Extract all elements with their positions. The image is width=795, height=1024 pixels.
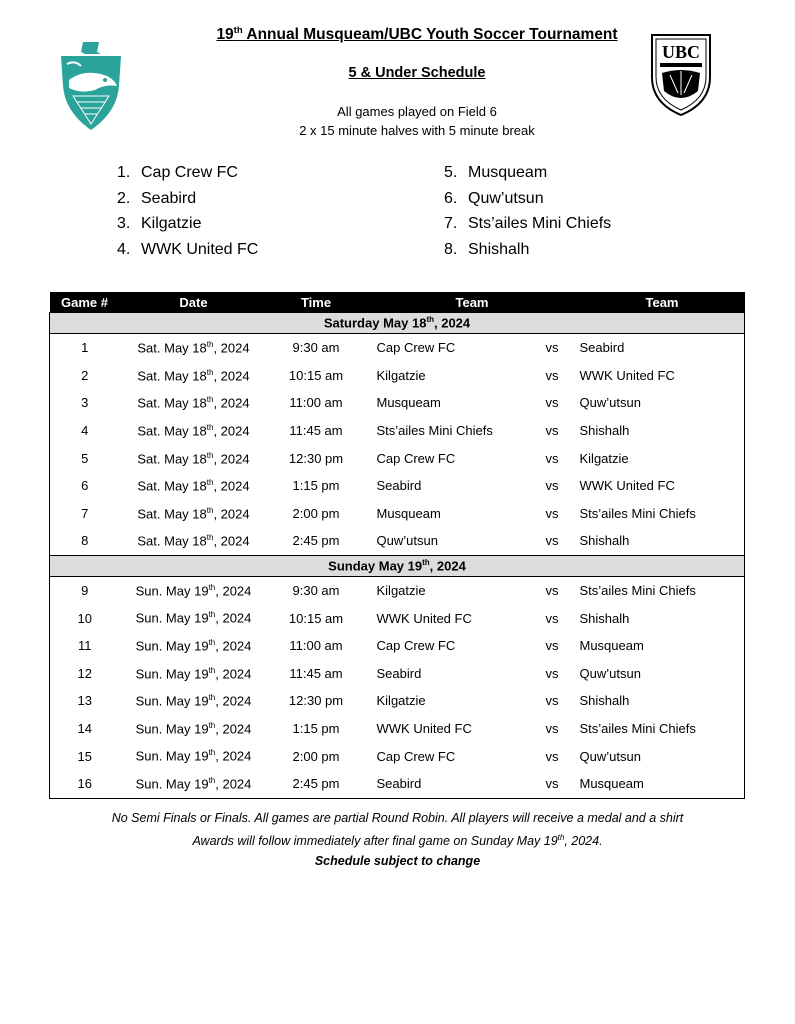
date-text: Sun. May 19 — [135, 748, 209, 764]
game-date — [120, 742, 268, 770]
game-time: 12:30 pm — [288, 693, 344, 709]
table-row — [50, 362, 745, 390]
away-team: Quw’utsun — [580, 742, 745, 770]
date-year: , 2024 — [213, 506, 250, 522]
game-number: 3 — [50, 389, 120, 417]
date-year: , 2024 — [215, 748, 252, 764]
date-text: Sat. May 18 — [137, 368, 207, 384]
date-year: , 2024 — [213, 450, 250, 466]
game-number: 4 — [50, 417, 120, 445]
date-text: Sat. May 18 — [137, 395, 207, 411]
day-label-text: Saturday May 18 — [323, 315, 427, 331]
game-time: 2:00 pm — [292, 505, 340, 521]
date-text: Sun. May 19 — [135, 610, 209, 626]
away-team: Musqueam — [580, 632, 745, 660]
ubc-logo-text: UBC — [661, 42, 701, 62]
game-date — [120, 632, 268, 660]
game-time: 11:45 am — [289, 423, 343, 439]
game-number: 15 — [50, 742, 120, 770]
team-item — [117, 211, 258, 237]
team-list-right — [444, 160, 611, 262]
game-number: 13 — [50, 687, 120, 715]
date-year: , 2024 — [213, 368, 250, 384]
page-subtitle: 5 & Under Schedule — [348, 65, 486, 81]
team-item — [444, 237, 611, 263]
date-year: , 2024 — [215, 610, 252, 626]
game-date — [120, 444, 268, 472]
date-text: Sat. May 18 — [137, 506, 207, 522]
vs-label: vs — [545, 423, 559, 439]
date-year: , 2024 — [213, 423, 250, 439]
date-text: Sat. May 18 — [137, 340, 207, 356]
date-ordinal: th — [208, 582, 216, 592]
col-header-team-home: Team — [365, 292, 580, 313]
date-year: , 2024 — [213, 395, 250, 411]
home-team: WWK United FC — [376, 610, 472, 626]
game-date — [120, 417, 268, 445]
away-team: Sts’ailes Mini Chiefs — [580, 715, 745, 743]
away-team: Sts’ailes Mini Chiefs — [580, 500, 745, 528]
game-time: 11:00 am — [289, 638, 343, 654]
day-header-row — [50, 555, 745, 576]
date-year: , 2024 — [215, 638, 252, 654]
away-team: Shishalh — [580, 417, 745, 445]
team-item — [444, 160, 611, 186]
game-date — [120, 334, 268, 362]
date-text: Sun. May 19 — [135, 693, 209, 709]
home-team: Cap Crew FC — [376, 638, 456, 654]
date-text: Sat. May 18 — [137, 423, 207, 439]
team-name: Cap Crew FC — [141, 164, 238, 181]
day-header-label — [50, 313, 745, 334]
date-text: Sat. May 18 — [137, 478, 207, 494]
table-row — [50, 472, 745, 500]
date-ordinal: th — [208, 748, 216, 758]
team-number: 7. — [444, 215, 458, 232]
table-row — [50, 715, 745, 743]
game-number: 10 — [50, 604, 120, 632]
game-number: 6 — [50, 472, 120, 500]
home-team: WWK United FC — [376, 721, 472, 737]
vs-label: vs — [545, 638, 559, 654]
away-team: Kilgatzie — [580, 444, 745, 472]
date-text: Sun. May 19 — [135, 776, 209, 792]
table-row — [50, 742, 745, 770]
date-ordinal: th — [208, 720, 216, 730]
date-year: , 2024 — [215, 721, 252, 737]
note-format: No Semi Finals or Finals. All games are partial Round Robin. All players will receive a medal and a shirt — [111, 811, 684, 825]
vs-label: vs — [545, 340, 559, 356]
schedule-info — [150, 102, 684, 140]
date-ordinal: th — [206, 450, 214, 460]
table-row — [50, 500, 745, 528]
game-time: 11:45 am — [289, 665, 343, 681]
team-number: 3. — [117, 215, 131, 232]
vs-label: vs — [545, 610, 559, 626]
table-row — [50, 770, 745, 798]
game-number: 2 — [50, 362, 120, 390]
col-header-time: Time — [268, 292, 365, 313]
away-team: Shishalh — [580, 604, 745, 632]
date-ordinal: th — [206, 367, 214, 377]
home-team: Kilgatzie — [376, 693, 426, 709]
table-row — [50, 687, 745, 715]
team-list-left — [117, 160, 258, 262]
day-label-ordinal: th — [426, 315, 434, 325]
game-time: 2:45 pm — [268, 770, 365, 798]
game-date — [120, 687, 268, 715]
col-header-team-away: Team — [580, 292, 745, 313]
home-team: Cap Crew FC — [376, 748, 456, 764]
day-header-label — [50, 555, 745, 576]
vs-label: vs — [545, 693, 559, 709]
day-header-row — [50, 313, 745, 334]
date-text: Sat. May 18 — [137, 533, 207, 549]
game-time: 2:45 pm — [292, 533, 340, 549]
table-row — [50, 604, 745, 632]
date-year: , 2024 — [213, 478, 250, 494]
table-row — [50, 660, 745, 688]
vs-label: vs — [545, 367, 559, 383]
col-header-date: Date — [120, 292, 268, 313]
away-team: WWK United FC — [580, 362, 745, 390]
date-text: Sun. May 19 — [135, 721, 209, 737]
table-row — [50, 334, 745, 362]
game-number: 16 — [50, 770, 120, 798]
team-item — [117, 160, 258, 186]
info-halves: 2 x 15 minute halves with 5 minute break — [299, 123, 535, 138]
game-date — [120, 576, 268, 604]
game-date — [120, 389, 268, 417]
note-awards: Awards will follow immediately after final game on Sunday May 19th, 2024. — [192, 833, 603, 849]
team-item — [444, 211, 611, 237]
team-name: Quw’utsun — [468, 189, 544, 207]
game-date — [120, 770, 268, 798]
date-text: Sat. May 18 — [137, 450, 207, 466]
date-year: , 2024 — [215, 693, 252, 709]
away-team: Sts’ailes Mini Chiefs — [580, 576, 745, 604]
vs-label: vs — [545, 450, 559, 466]
game-date — [120, 604, 268, 632]
date-text: Sun. May 19 — [135, 665, 209, 681]
day-label-year: , 2024 — [429, 558, 466, 574]
vs-label: vs — [545, 478, 559, 494]
table-row — [50, 389, 745, 417]
team-name: Seabird — [141, 189, 197, 207]
team-name: Sts’ailes Mini Chiefs — [468, 215, 612, 232]
game-time: 10:15 am — [288, 367, 344, 383]
home-team: Seabird — [376, 665, 422, 681]
away-team: Seabird — [580, 334, 745, 362]
date-text: Sun. May 19 — [135, 583, 209, 599]
game-date — [120, 527, 268, 555]
team-number: 4. — [117, 240, 131, 258]
date-ordinal: th — [206, 422, 214, 432]
home-team: Musqueam — [376, 505, 441, 521]
date-ordinal: th — [206, 340, 214, 350]
game-date — [120, 500, 268, 528]
team-name: Kilgatzie — [141, 215, 202, 232]
game-time: 9:30 am — [292, 340, 340, 356]
team-item — [117, 237, 258, 263]
date-ordinal: th — [208, 693, 216, 703]
info-field: All games played on Field 6 — [337, 104, 497, 119]
home-team: Cap Crew FC — [376, 340, 456, 356]
date-text: Sun. May 19 — [135, 638, 209, 654]
table-row — [50, 417, 745, 445]
team-number: 2. — [117, 189, 131, 207]
team-name: Musqueam — [468, 164, 548, 181]
game-number: 12 — [50, 660, 120, 688]
date-ordinal: th — [206, 505, 214, 515]
team-name: WWK United FC — [141, 240, 259, 258]
day-label-year: , 2024 — [434, 315, 471, 331]
away-team: WWK United FC — [580, 472, 745, 500]
away-team: Musqueam — [580, 770, 745, 798]
day-label-text: Sunday May 19 — [328, 558, 423, 574]
day-label-ordinal: th — [422, 558, 430, 568]
away-team: Quw’utsun — [580, 389, 745, 417]
musqueam-logo — [55, 40, 127, 132]
game-time: 2:00 pm — [292, 748, 340, 764]
game-date — [120, 472, 268, 500]
home-team: Seabird — [376, 478, 422, 494]
date-ordinal: th — [208, 610, 216, 620]
team-number: 5. — [444, 164, 458, 181]
game-number: 11 — [50, 632, 120, 660]
game-time: 12:30 pm — [288, 450, 344, 466]
vs-label: vs — [545, 505, 559, 521]
game-time: 10:15 am — [288, 610, 344, 626]
date-ordinal: th — [206, 533, 214, 543]
team-number: 6. — [444, 189, 458, 207]
vs-label: vs — [545, 721, 559, 737]
table-row — [50, 527, 745, 555]
home-team: Cap Crew FC — [376, 450, 456, 466]
away-team: Quw’utsun — [580, 660, 745, 688]
team-number: 1. — [117, 164, 131, 181]
game-date — [120, 715, 268, 743]
team-item — [117, 186, 258, 212]
note-subject-to-change: Schedule subject to change — [314, 854, 481, 869]
home-team: Musqueam — [376, 395, 441, 411]
game-number: 8 — [50, 527, 120, 555]
date-year: , 2024 — [215, 776, 252, 792]
game-number: 14 — [50, 715, 120, 743]
schedule-table — [49, 292, 745, 799]
date-year: , 2024 — [215, 583, 252, 599]
table-row — [50, 576, 745, 604]
vs-label: vs — [545, 583, 559, 599]
date-year: , 2024 — [213, 533, 250, 549]
table-header-row — [50, 292, 745, 313]
home-team: Kilgatzie — [376, 367, 426, 383]
vs-label: vs — [545, 665, 559, 681]
game-time: 11:00 am — [289, 395, 343, 411]
page-title: 19th Annual Musqueam/UBC Youth Soccer Tournament — [216, 25, 618, 44]
game-time: 9:30 am — [292, 583, 340, 599]
col-header-game: Game # — [50, 292, 120, 313]
game-number: 5 — [50, 444, 120, 472]
game-date — [120, 660, 268, 688]
vs-label: vs — [525, 770, 580, 798]
home-team: Seabird — [365, 770, 525, 798]
table-row — [50, 632, 745, 660]
game-date — [120, 362, 268, 390]
home-team: Kilgatzie — [376, 583, 426, 599]
date-ordinal: th — [208, 638, 216, 648]
away-team: Shishalh — [580, 687, 745, 715]
vs-label: vs — [545, 533, 559, 549]
date-ordinal: th — [208, 776, 216, 786]
home-team: Quw’utsun — [376, 533, 438, 549]
game-time: 1:15 pm — [292, 478, 340, 494]
vs-label: vs — [545, 748, 559, 764]
game-time: 1:15 pm — [292, 721, 340, 737]
away-team: Shishalh — [580, 527, 745, 555]
vs-label: vs — [545, 395, 559, 411]
date-ordinal: th — [206, 395, 214, 405]
date-ordinal: th — [206, 478, 214, 488]
footer-notes — [60, 808, 735, 871]
team-item — [444, 186, 611, 212]
table-row — [50, 444, 745, 472]
date-year: , 2024 — [215, 665, 252, 681]
game-number: 1 — [50, 334, 120, 362]
team-number: 8. — [444, 240, 458, 258]
game-number: 7 — [50, 500, 120, 528]
game-number: 9 — [50, 576, 120, 604]
team-name: Shishalh — [468, 240, 530, 258]
home-team: Sts’ailes Mini Chiefs — [376, 423, 493, 439]
date-year: , 2024 — [213, 340, 250, 356]
date-ordinal: th — [208, 665, 216, 675]
